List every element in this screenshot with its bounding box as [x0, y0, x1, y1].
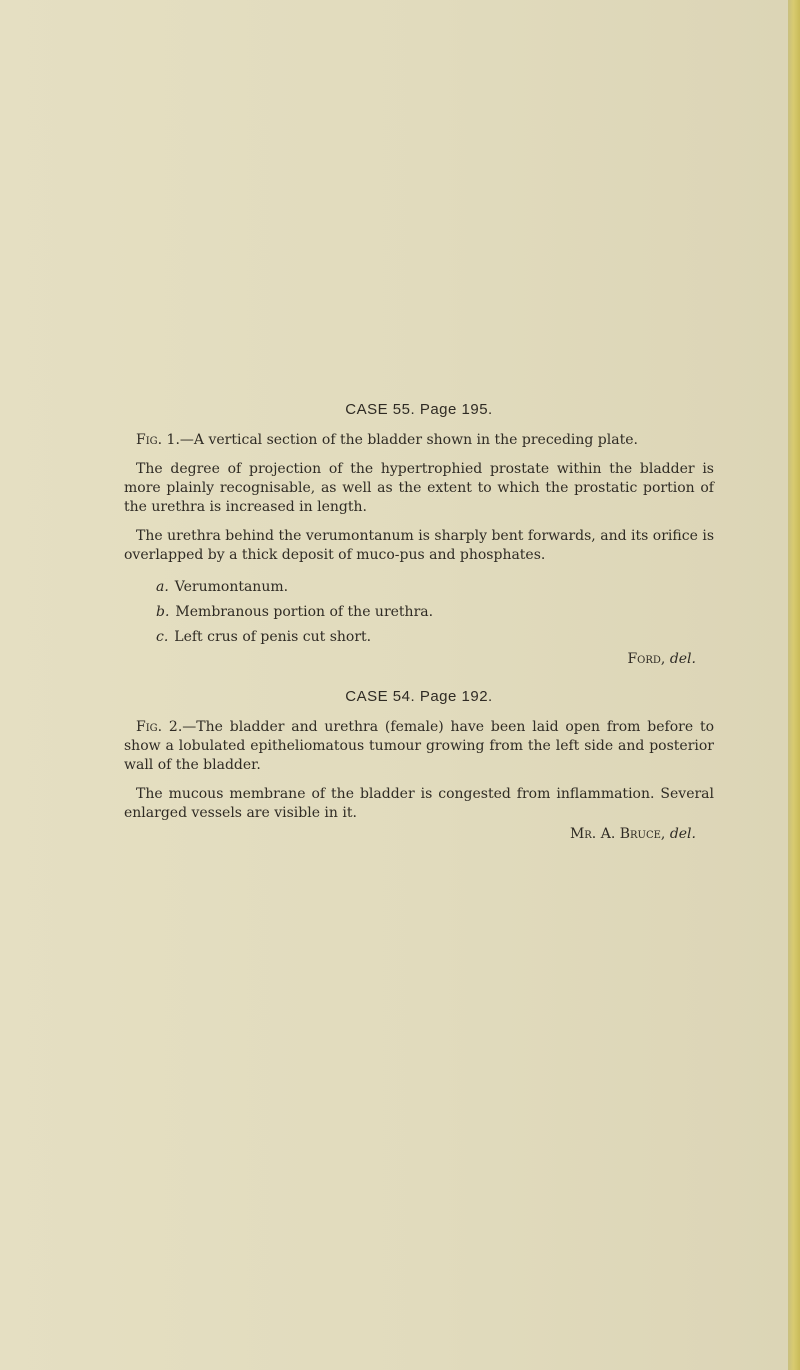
legend-text-b: Membranous portion of the urethra. [175, 604, 434, 620]
legend-item-c [156, 625, 714, 650]
case-55-paragraph-2: The urethra behind the verumontanum is sharply bent forwards, and its orifice is overlapped by a thick deposit of muco-pus and phosphates. [124, 528, 714, 563]
case-54-figure-text: —The bladder and urethra (female) have been laid open from before to show a lobulated epitheliomatous tumour growing from the left side and posterior wall of the bladder. [124, 719, 714, 773]
legend-text-c: Left crus of penis cut short. [174, 629, 372, 645]
case-55-figure-caption [124, 431, 714, 450]
case-54-figure-label: Fig. 2. [136, 719, 183, 735]
legend-item-b [156, 600, 714, 625]
case-54-credit-name: Mr. A. Bruce, [569, 826, 666, 842]
legend-key-b: b. [156, 604, 170, 620]
legend-item-a [156, 575, 714, 600]
page-edge [788, 0, 800, 1370]
case-55-heading: CASE 55. Page 195. [345, 401, 493, 418]
legend-text-a: Verumontanum. [174, 579, 289, 595]
case-54-heading: CASE 54. Page 192. [345, 688, 493, 705]
case-55-credit [124, 650, 696, 669]
case-55-paragraph-1: The degree of projection of the hypertrophied prostate within the bladder is more plainly recognisable, as well as the extent to which the prostatic portion of the urethra is increased in length. [124, 461, 714, 515]
case-55-figure-text: —A vertical section of the bladder shown in the preceding plate. [179, 432, 638, 448]
case-55-credit-name: Ford, [627, 651, 666, 667]
page-content [124, 400, 714, 844]
case-54-section [124, 687, 714, 844]
case-55-figure-label: Fig. 1. [136, 432, 180, 448]
case-54-credit [124, 825, 696, 844]
legend-key-a: a. [156, 579, 169, 595]
case-54-credit-del: del. [669, 826, 696, 842]
case-55-legend [124, 575, 714, 650]
case-54-figure-caption [124, 718, 714, 775]
legend-key-c: c. [156, 629, 169, 645]
case-54-paragraph-1: The mucous membrane of the bladder is congested from inflammation. Several enlarged vessels are visible in it. [124, 786, 714, 821]
case-55-credit-del: del. [669, 651, 696, 667]
case-55-section [124, 400, 714, 669]
